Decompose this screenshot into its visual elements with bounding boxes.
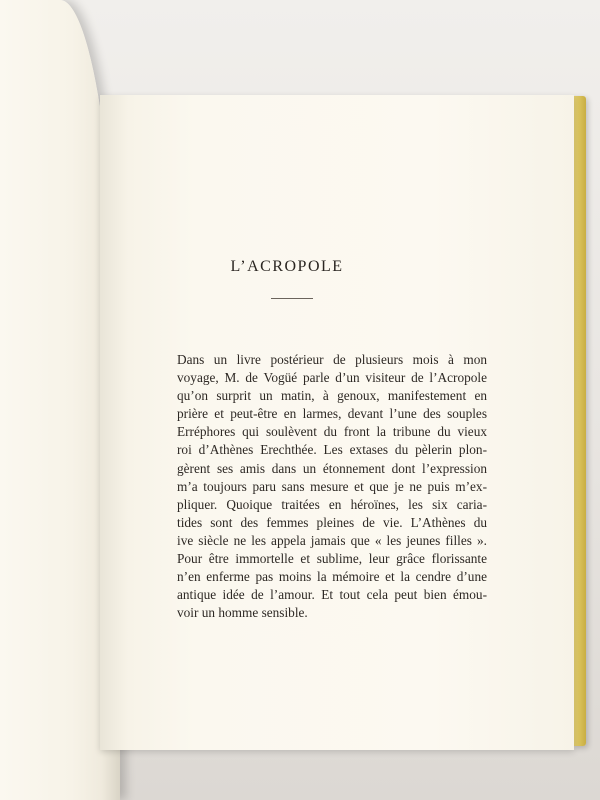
paragraph-line: m’a toujours paru sans mesure et que je ne puis m’ex- <box>177 478 487 494</box>
paragraph-line: Dans un livre postérieur de plusieurs mois à mon <box>177 352 487 367</box>
paragraph-line: gèrent ses amis dans un étonnement dont l’expression <box>177 460 487 476</box>
paragraph-line: Pour être immortelle et sublime, leur grâce florissante <box>177 551 487 567</box>
paragraph-line: tides sont des femmes pleines de vie. L’Athènes du <box>177 514 487 530</box>
chapter-title: L’ACROPOLE <box>230 258 344 275</box>
paragraph-line: pliquer. Quoique traitées en héroïnes, les six caria- <box>177 496 487 512</box>
paragraph-line: n’en enferme pas moins la mémoire et la cendre d’une <box>177 569 487 585</box>
paragraph-line: Erréphores qui soulèvent du front la tribune du vieux <box>177 424 487 440</box>
paragraph-line: antique idée de l’amour. Et tout cela peut bien émou- <box>177 587 487 603</box>
title-rule <box>271 298 313 299</box>
paragraph <box>177 351 487 622</box>
paragraph-line: voir un homme sensible. <box>177 605 308 621</box>
paragraph-line: ive siècle ne les appela jamais que « les jeunes filles ». <box>177 532 487 548</box>
paragraph-line: qu’on surprit un matin, à genoux, manifestement en <box>177 388 487 404</box>
paragraph-line: prière et peut-être en larmes, devant l’une des souples <box>177 406 487 422</box>
book-edge <box>572 96 586 746</box>
paragraph-line: voyage, M. de Vogüé parle d’un visiteur de l’Acropole <box>177 370 487 386</box>
paragraph-line: roi d’Athènes Erechthée. Les extases du pèlerin plon- <box>177 442 487 458</box>
